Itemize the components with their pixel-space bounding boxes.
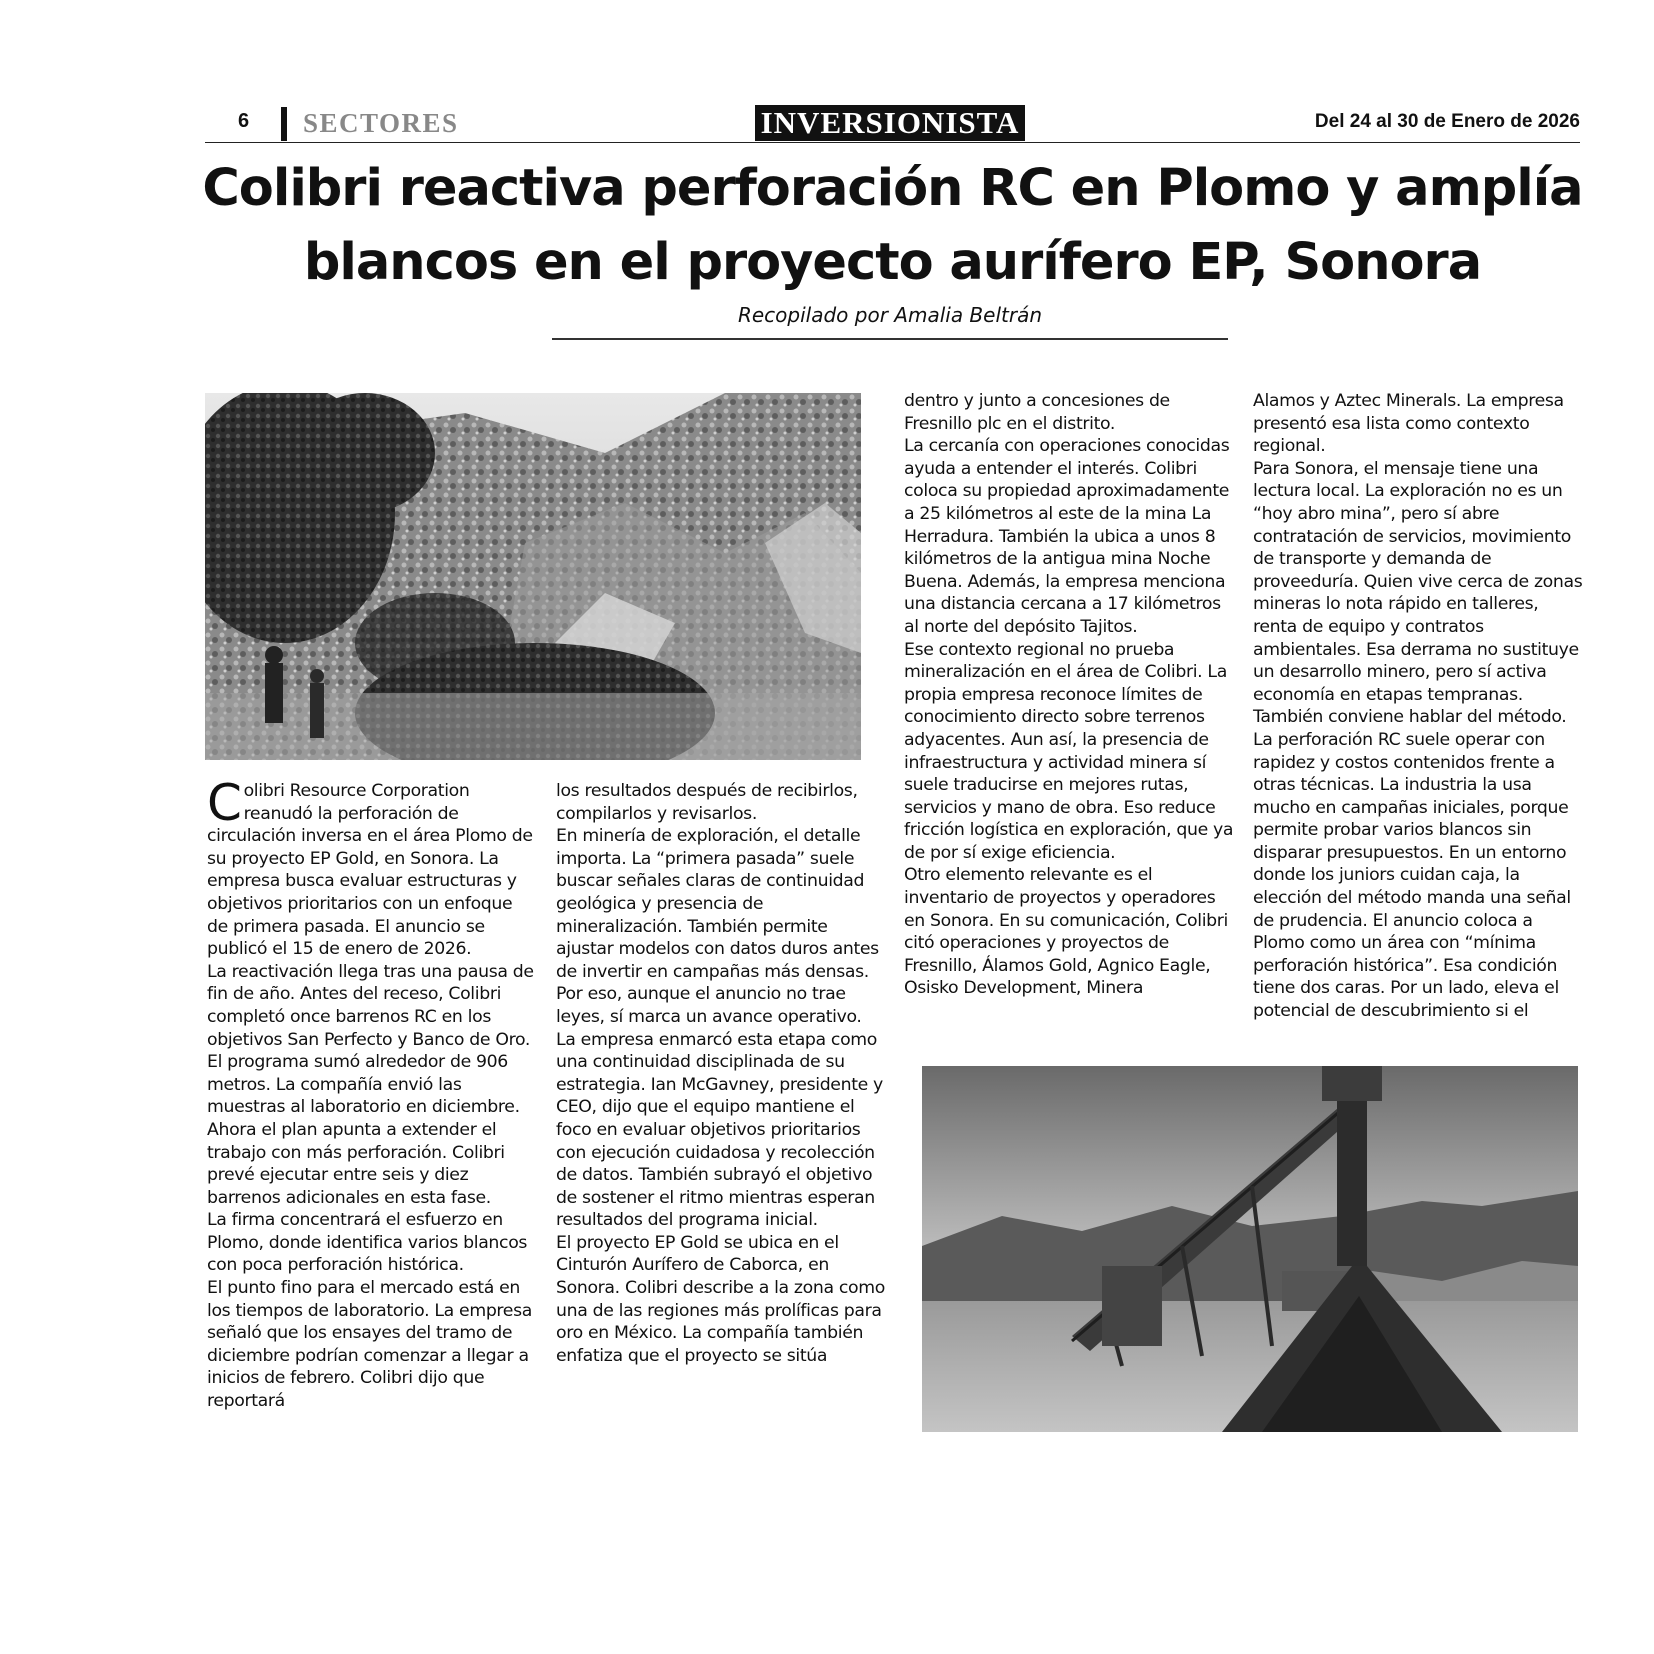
article-column-3 (904, 390, 1234, 1000)
page-number: 6 (238, 110, 250, 132)
paragraph-text: olibri Resource Corporation reanudó la perforación de circulación inversa en el área Plomo de su proyecto EP Gold, en Sonora. La empresa busca evaluar estructuras y objetivos prioritarios con un enfoque de primera pasada. El anuncio se publicó el 15 de enero de 2026. (207, 781, 533, 960)
article-column-4 (1253, 390, 1583, 1023)
section-name: SECTORES (303, 108, 459, 138)
paragraph: Para Sonora, el mensaje tiene una lectura local. La exploración no es un “hoy abro mina”, pero sí abre contratación de servicios, movimiento de transporte y demanda de proveeduría. Quien vive cerca de zonas mineras lo nota rápido en talleres, renta de equipo y contratos ambientales. Esa derrama no sustituye un desarrollo minero, pero sí activa economía en etapas tempranas. También conviene hablar del método. La perforación RC suele operar con rapidez y costos contenidos frente a otras técnicas. La industria la usa mucho en campañas iniciales, porque permite probar varios blancos sin disparar presupuestos. En un entorno donde los juniors cuidan caja, la elección del método manda una señal de prudencia. El anuncio coloca a Plomo como un área con “mínima perforación histórica”. Esa condición tiene dos caras. Por un lado, eleva el potencial de descubrimiento si el (1253, 458, 1583, 1022)
paragraph: los resultados después de recibirlos, compilarlos y revisarlos. (556, 781, 858, 824)
issue-date: Del 24 al 30 de Enero de 2026 (1314, 111, 1580, 132)
section-bar (281, 107, 287, 141)
rocky-hillside-photo (205, 393, 861, 760)
paragraph: La cercanía con operaciones conocidas ayuda a entender el interés. Colibri coloca su propiedad aproximadamente a 25 kilómetros al este de la mina La Herradura. También la ubica a unos 8 kilómetros de la antigua mina Noche Buena. Además, la empresa menciona una distancia cercana a 17 kilómetros al norte del depósito Tajitos. (904, 436, 1230, 637)
paragraph: dentro y junto a concesiones de Fresnillo plc en el distrito. (904, 391, 1170, 434)
paragraph: Ahora el plan apunta a extender el trabajo con más perforación. Colibri prevé ejecutar entre seis y diez barrenos adicionales en esta fase. (207, 1119, 505, 1208)
byline: Recopilado por Amalia Beltrán (737, 303, 1043, 327)
paragraph: Otro elemento relevante es el inventario de proyectos y operadores en Sonora. En su comunicación, Colibri citó operaciones y proyectos de Fresnillo, Álamos Gold, Agnico Eagle, Osisko Development, Minera (904, 865, 1228, 999)
conveyor-stockpile-photo (922, 1066, 1578, 1432)
paragraph: Alamos y Aztec Minerals. La empresa presentó esa lista como contexto regional. (1253, 391, 1564, 457)
dropcap: C (207, 774, 242, 832)
paragraph: Ese contexto regional no prueba mineralización en el área de Colibri. La propia empresa reconoce límites de conocimiento directo sobre terrenos adyacentes. Aun así, la presencia de infraestructura y actividad minera sí suele traducirse en mejores rutas, servicios y mano de obra. Eso reduce fricción logística en exploración, que ya de por sí exige eficiencia. (904, 639, 1234, 863)
paragraph: El proyecto EP Gold se ubica en el Cinturón Aurífero de Caborca, en Sonora. Colibri describe a la zona como una de las regiones más prolíficas para oro en México. La compañía también enfatiza que el proyecto se sitúa (556, 1232, 885, 1366)
paragraph: El punto fino para el mercado está en los tiempos de laboratorio. La empresa señaló que los ensayes del tramo de diciembre podrían comenzar a llegar a inicios de febrero. Colibri dijo que reportará (207, 1278, 532, 1412)
paragraph: En minería de exploración, el detalle importa. La “primera pasada” suele buscar señales claras de continuidad geológica y presencia de mineralización. También permite ajustar modelos con datos duros antes de invertir en campañas más densas. Por eso, aunque el anuncio no trae leyes, sí marca un avance operativo. (556, 826, 879, 1027)
conveyor-stockpile-image (922, 1066, 1578, 1432)
rocky-hillside-image (205, 393, 861, 760)
page-header (205, 104, 1580, 143)
masthead-logo: INVERSIONISTA (755, 105, 1025, 141)
paragraph: La firma concentrará el esfuerzo en Plomo, donde identifica varios blancos con poca perforación histórica. (207, 1210, 528, 1276)
headline: Colibri reactiva perforación RC en Plomo y amplía blancos en el proyecto aurífero EP, Sonora (202, 159, 1583, 292)
article-column-2 (556, 780, 886, 1367)
paragraph: La reactivación llega tras una pausa de fin de año. Antes del receso, Colibri completó once barrenos RC en los objetivos San Perfecto y Banco de Oro. El programa sumó alrededor de 906 metros. La compañía envió las muestras al laboratorio en diciembre. (207, 961, 534, 1118)
article-column-1 (207, 774, 537, 1413)
paragraph: La empresa enmarcó esta etapa como una continuidad disciplinada de su estrategia. Ian McGavney, presidente y CEO, dijo que el equipo mantiene el foco en evaluar objetivos prioritarios con ejecución cuidadosa y recolección de datos. También subrayó el objetivo de sostener el ritmo mientras esperan resultados del programa inicial. (556, 1029, 883, 1231)
byline-rule (552, 338, 1228, 340)
paragraph (207, 774, 537, 961)
